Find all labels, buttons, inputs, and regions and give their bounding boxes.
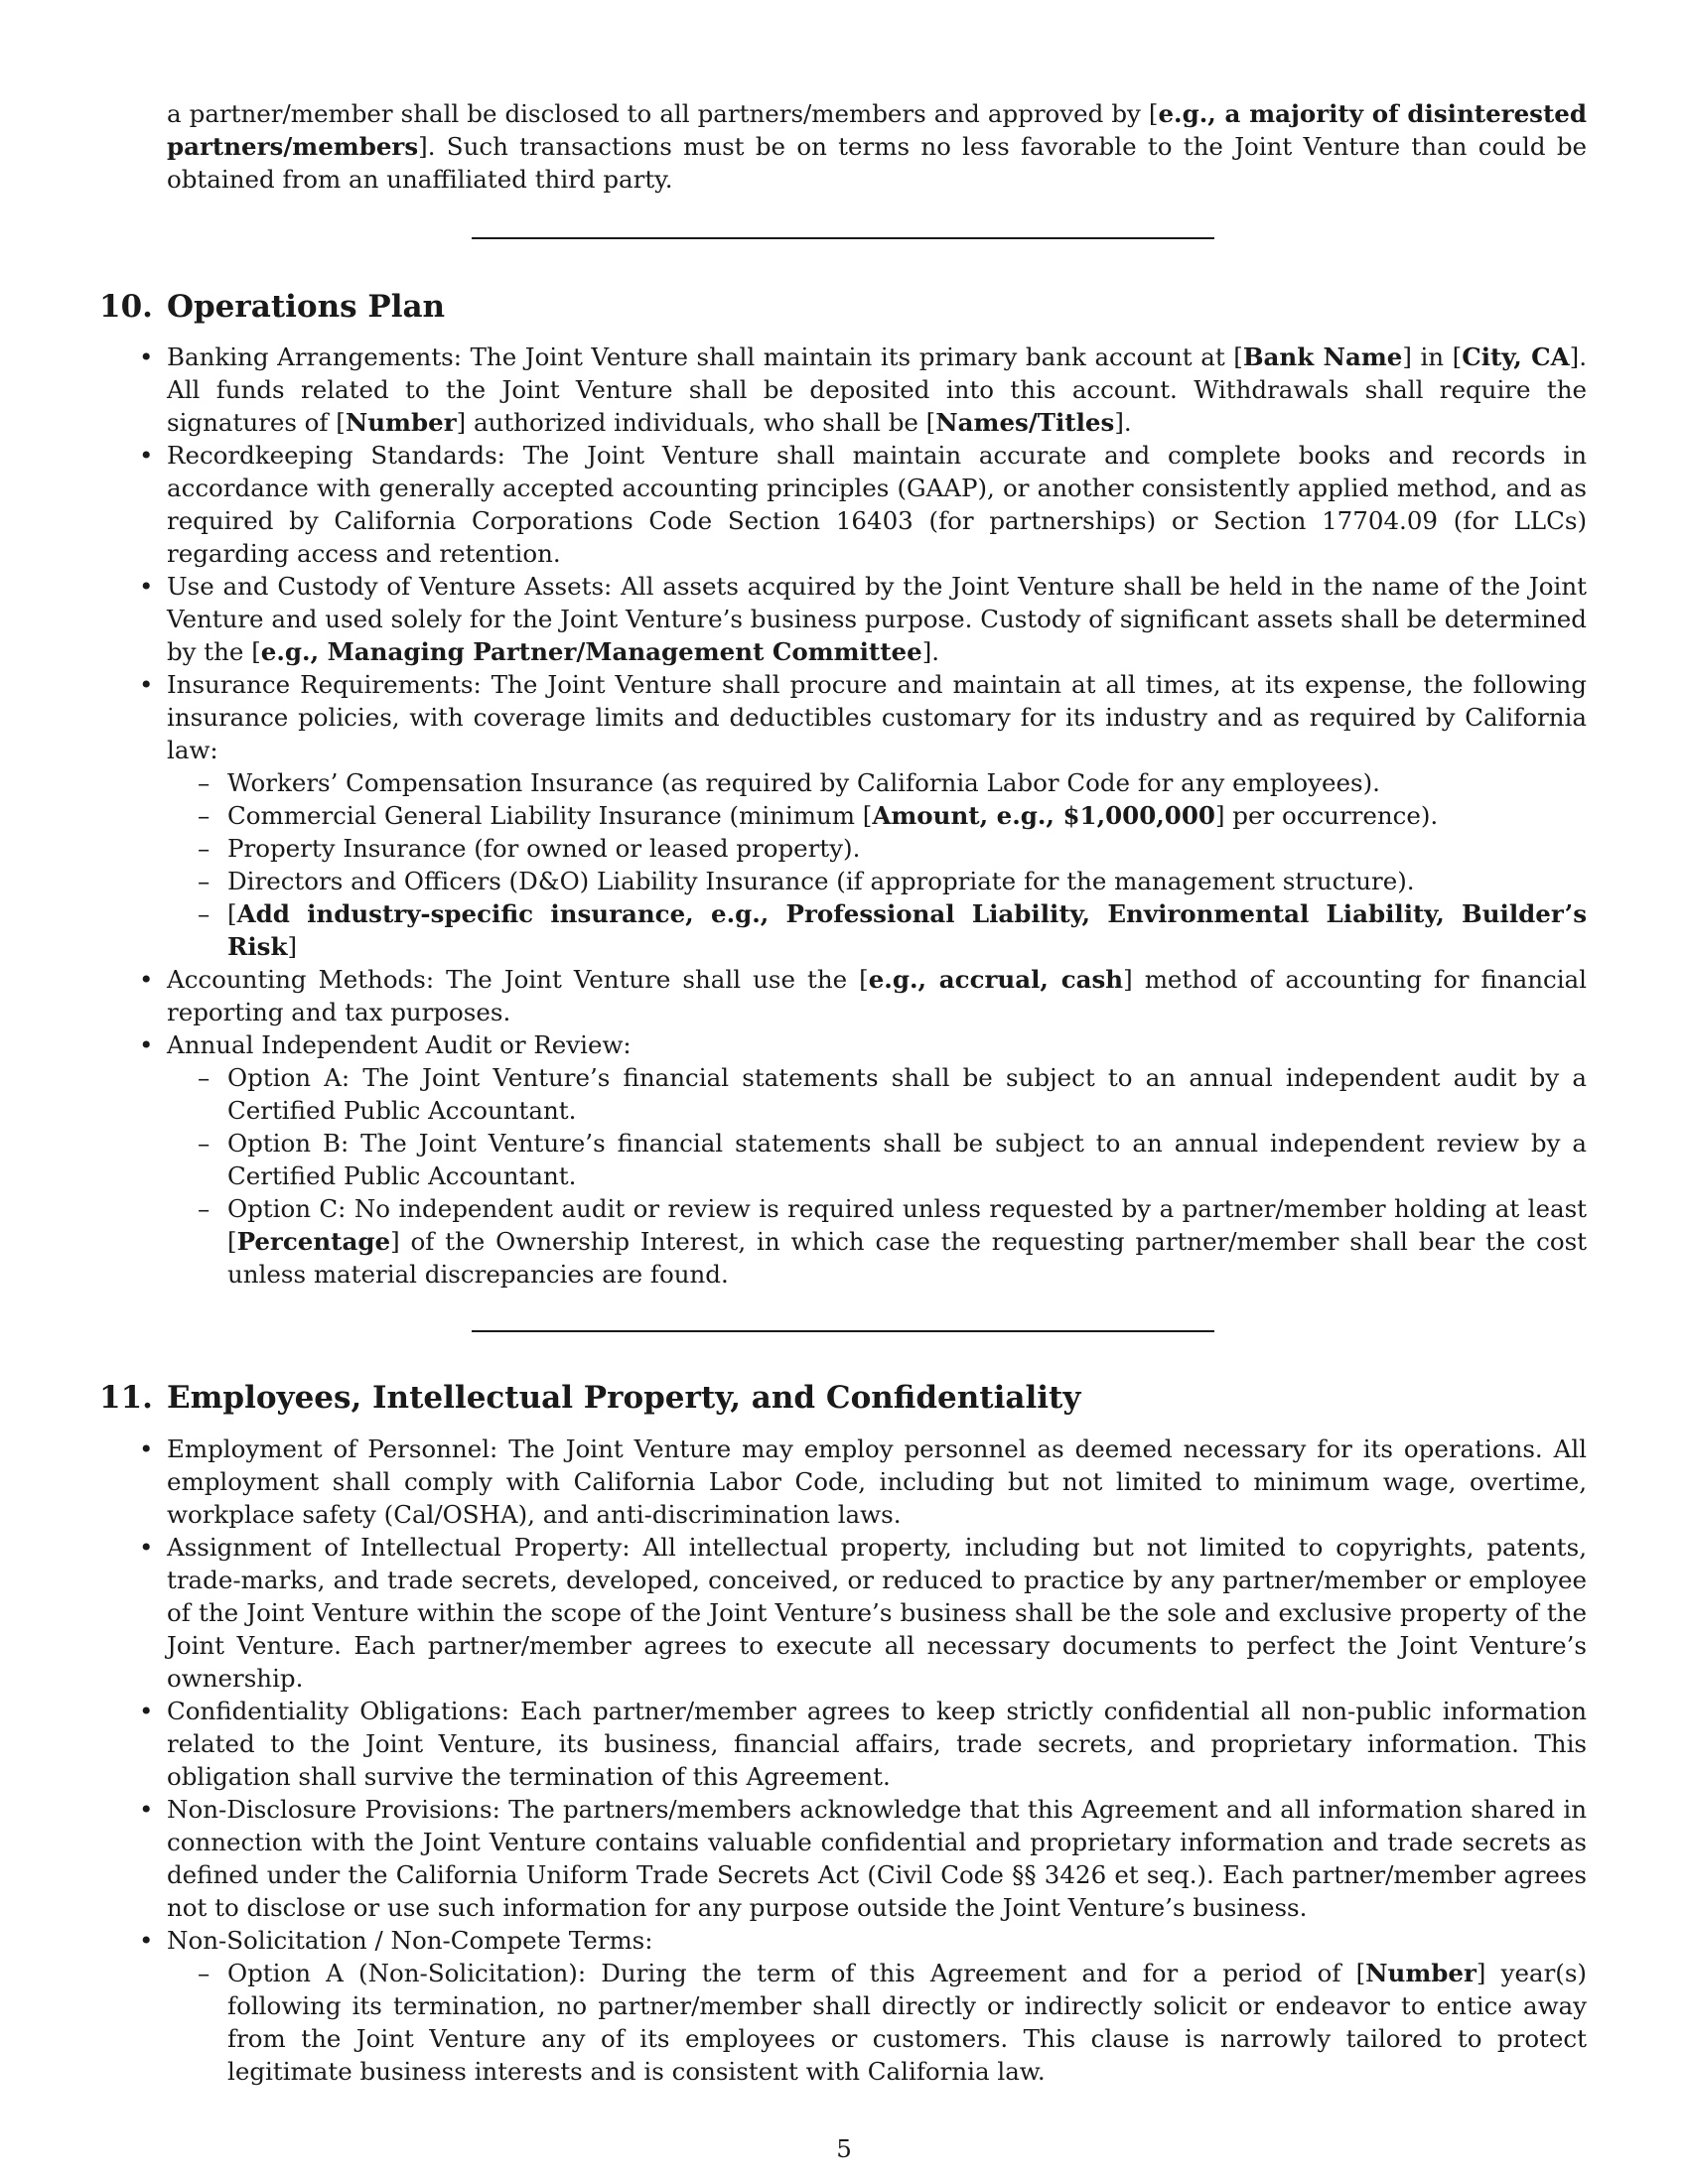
nonsolicit-option-a bbox=[227, 1957, 1587, 2088]
custody-text-2: ]. bbox=[921, 637, 940, 666]
audit-c-text-1: Option C: No independent audit or review is required unless requested by a partner/member holding at least [ bbox=[227, 1194, 1587, 1256]
audit-item bbox=[167, 1028, 1587, 1291]
banking-text-5: ]. bbox=[1114, 408, 1132, 437]
recordkeeping-item: • Recordkeeping Standards: The Joint Venture shall maintain accurate and complete books and records in accordance with generally accepted accounting principles (GAAP), or another consistently applied method, and as required by California Corporations Code Section 16403 (for partnerships) or Section 17704.09 (for LLCs) regarding access and retention. bbox=[167, 439, 1587, 570]
intro-placeholder: e.g., a majority of disinterested partners/members bbox=[167, 99, 1587, 161]
confidentiality-item: • Confidentiality Obligations: Each partner/member agrees to keep strictly confidential all non-public information related to the Joint Venture, its business, financial affairs, trade secrets, and proprietary information. This obligation shall survive the termination of this Agreement. bbox=[167, 1695, 1587, 1793]
insurance-item bbox=[167, 668, 1587, 963]
section-11-title: Employees, Intellectual Property, and Confidentiality bbox=[167, 1380, 1081, 1416]
names-titles-placeholder: Names/Titles bbox=[935, 408, 1115, 437]
audit-intro: Annual Independent Audit or Review: bbox=[167, 1030, 632, 1059]
nonsolicit-sublist bbox=[167, 1957, 1587, 2088]
accounting-text-2: ] method of accounting for financial reporting and tax purposes. bbox=[167, 965, 1587, 1026]
insurance-sublist bbox=[167, 766, 1587, 963]
section-10-list bbox=[167, 341, 1587, 1291]
insurance-dno: – Directors and Officers (D&O) Liability Insurance (if appropriate for the management structure). bbox=[227, 865, 1587, 897]
custody-text-1: Use and Custody of Venture Assets: All assets acquired by the Joint Venture shall be held in the name of the Joint Venture and used solely for the Joint Venture’s business purpose. Custody of significant assets shall be determined by the [ bbox=[167, 572, 1587, 666]
banking-text-1: Banking Arrangements: The Joint Venture shall maintain its primary bank account at [ bbox=[167, 342, 1243, 371]
city-placeholder: City, CA bbox=[1462, 342, 1570, 371]
number-placeholder: Number bbox=[345, 408, 457, 437]
audit-option-a: – Option A: The Joint Venture’s financial statements shall be subject to an annual independent audit by a Certified Public Accountant. bbox=[227, 1061, 1587, 1127]
nonsolicit-a-text-1: Option A (Non-Solicitation): During the term of this Agreement and for a period of [ bbox=[227, 1959, 1366, 1987]
custom-text-2: ] bbox=[287, 932, 297, 961]
custody-item bbox=[167, 570, 1587, 668]
audit-sublist bbox=[167, 1061, 1587, 1291]
section-10-heading bbox=[99, 287, 1587, 327]
banking-text-4: ] authorized individuals, who shall be [ bbox=[456, 408, 936, 437]
insurance-intro: Insurance Requirements: The Joint Venture shall procure and maintain at all times, at its expense, the following insurance policies, with coverage limits and deductibles customary for its industry and as required by California law: bbox=[167, 670, 1587, 764]
banking-item bbox=[167, 341, 1587, 439]
insurance-workers-comp: – Workers’ Compensation Insurance (as required by California Labor Code for any employees). bbox=[227, 766, 1587, 799]
intro-paragraph bbox=[167, 97, 1587, 196]
intro-text-1: a partner/member shall be disclosed to all partners/members and approved by [ bbox=[167, 99, 1159, 128]
cgl-amount-placeholder: Amount, e.g., $1,000,000 bbox=[872, 801, 1215, 830]
nonsolicit-intro: Non-Solicitation / Non-Compete Terms: bbox=[167, 1926, 653, 1955]
custody-placeholder: e.g., Managing Partner/Management Committee bbox=[260, 637, 922, 666]
accounting-text-1: Accounting Methods: The Joint Venture shall use the [ bbox=[167, 965, 869, 994]
cgl-text-2: ] per occurrence). bbox=[1214, 801, 1439, 830]
insurance-custom bbox=[227, 897, 1587, 963]
section-11-list bbox=[167, 1433, 1587, 2088]
nonsolicit-item bbox=[167, 1924, 1587, 2088]
ip-item: • Assignment of Intellectual Property: All intellectual property, including but not limited to copyrights, patents, trade-marks, and trade secrets, developed, conceived, or reduced to practice by any partner/member or employee of the Joint Venture within the scope of the Joint Venture’s business shall be the sole and exclusive property of the Joint Venture. Each partner/member agrees to execute all necessary documents to perfect the Joint Venture’s ownership. bbox=[167, 1531, 1587, 1695]
custom-insurance-placeholder: Add industry-specific insurance, e.g., Professional Liability, Environmental Liability, Builder’s Risk bbox=[227, 899, 1587, 961]
section-10-number: 10. bbox=[99, 289, 153, 325]
audit-c-text-2: ] of the Ownership Interest, in which case the requesting partner/member shall bear the cost unless material discrepancies are found. bbox=[227, 1227, 1587, 1289]
intro-text-2: ]. Such transactions must be on terms no less favorable to the Joint Venture than could be obtained from an unaffiliated third party. bbox=[167, 132, 1587, 194]
bank-name-placeholder: Bank Name bbox=[1242, 342, 1403, 371]
percentage-placeholder: Percentage bbox=[236, 1227, 391, 1256]
employment-item: • Employment of Personnel: The Joint Venture may employ personnel as deemed necessary for its operations. All employment shall comply with California Labor Code, including but not limited to minimum wage, overtime, workplace safety (Cal/OSHA), and anti-discrimination laws. bbox=[167, 1433, 1587, 1531]
section-11-heading bbox=[99, 1378, 1587, 1418]
section-divider bbox=[472, 1330, 1214, 1332]
banking-text-3: ]. All funds related to the Joint Venture shall be deposited into this account. Withdrawals shall require the signatures of [ bbox=[167, 342, 1587, 437]
section-10-title: Operations Plan bbox=[167, 289, 446, 325]
nonsolicit-a-text-2: ] year(s) following its termination, no partner/member shall directly or indirectly solicit or endeavor to entice away from the Joint Venture any of its employees or customers. This clause is narrowly tailored to protect legitimate business interests and is consistent with California law. bbox=[227, 1959, 1587, 2086]
audit-option-c bbox=[227, 1192, 1587, 1291]
page-content bbox=[99, 97, 1587, 2088]
audit-option-b: – Option B: The Joint Venture’s financial statements shall be subject to an annual independent review by a Certified Public Accountant. bbox=[227, 1127, 1587, 1192]
section-divider bbox=[472, 237, 1214, 239]
years-placeholder: Number bbox=[1365, 1959, 1477, 1987]
cgl-text-1: Commercial General Liability Insurance (minimum [ bbox=[227, 801, 873, 830]
custom-text-1: [ bbox=[227, 899, 237, 928]
insurance-property: – Property Insurance (for owned or leased property). bbox=[227, 832, 1587, 865]
insurance-cgl bbox=[227, 799, 1587, 832]
accounting-placeholder: e.g., accrual, cash bbox=[868, 965, 1124, 994]
accounting-item bbox=[167, 963, 1587, 1028]
nda-item: • Non-Disclosure Provisions: The partners/members acknowledge that this Agreement and all information shared in connection with the Joint Venture contains valuable confidential and proprietary information and trade secrets as defined under the California Uniform Trade Secrets Act (Civil Code §§ 3426 et seq.). Each partner/member agrees not to disclose or use such information for any purpose outside the Joint Venture’s business. bbox=[167, 1793, 1587, 1924]
banking-text-2: ] in [ bbox=[1402, 342, 1463, 371]
page-number: 5 bbox=[836, 2134, 852, 2163]
section-11-number: 11. bbox=[99, 1380, 153, 1416]
